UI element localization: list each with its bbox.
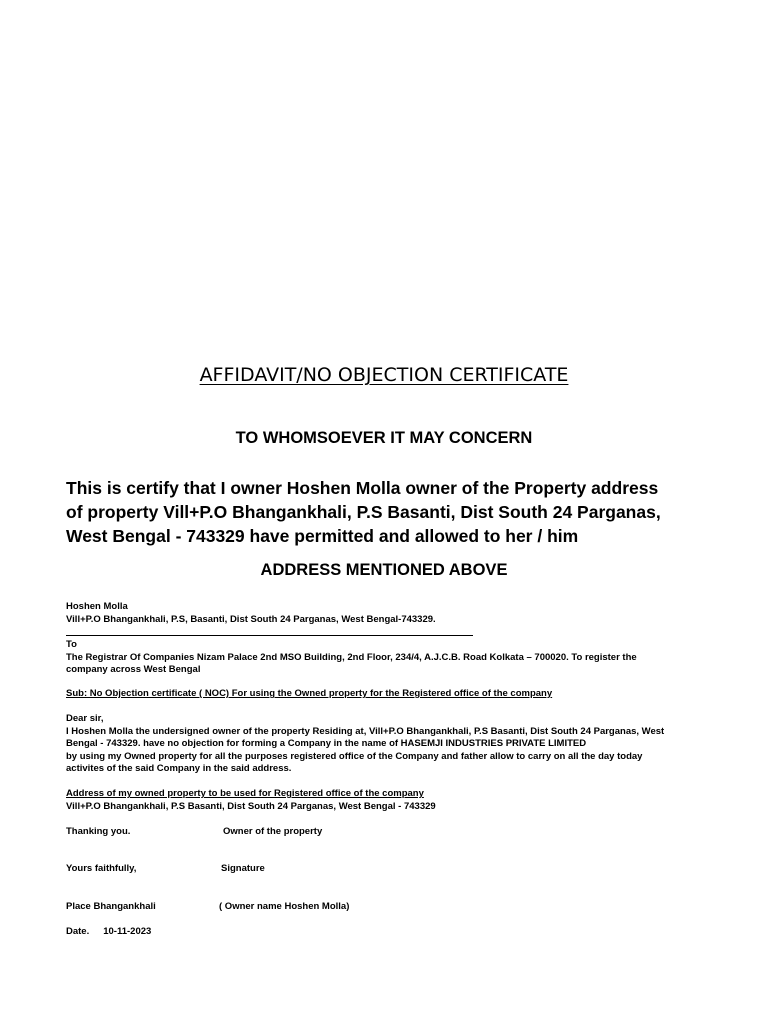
date-line (66, 926, 706, 939)
thanks-text: Thanking you. (66, 826, 131, 837)
owner-block (66, 601, 706, 626)
letter-body (66, 713, 706, 776)
body-line: I Hoshen Molla the undersigned owner of the property Residing at, Vill+P.O Bhangankhali, P.S Basanti, Dist South 24 Parganas, West (66, 725, 665, 737)
owner-name: Hoshen Molla (66, 601, 128, 612)
date-value: 10-11-2023 (103, 926, 152, 937)
body-line: activites of the said Company in the said address. (66, 763, 292, 774)
address-heading: ADDRESS MENTIONED ABOVE (260, 561, 508, 579)
recipient-block (66, 639, 706, 677)
subject-line: Sub: No Objection certificate ( NOC) For using the Owned property for the Registered office of the company (66, 688, 553, 699)
owner-label: Owner of the property (223, 826, 323, 837)
intro-paragraph (66, 476, 706, 548)
signature-label: Signature (221, 863, 265, 874)
recipient-line: The Registrar Of Companies Nizam Palace 2nd MSO Building, 2nd Floor, 234/4, A.J.C.B. Road Kolkata – 700020. To register the (66, 651, 637, 663)
document-title: AFFIDAVIT/NO OBJECTION CERTIFICATE (199, 364, 569, 386)
body-line: Bengal - 743329. have no objection for forming a Company in the name of HASEMJI INDUSTRIES PRIVATE LIMITED (66, 738, 587, 749)
intro-line: of property Vill+P.O Bhangankhali, P.S Basanti, Dist South 24 Parganas, (66, 502, 661, 522)
concern-heading: TO WHOMSOEVER IT MAY CONCERN (235, 429, 533, 447)
owner-address: Vill+P.O Bhangankhali, P.S, Basanti, Dist South 24 Parganas, West Bengal-743329. (66, 613, 436, 625)
separator-line (66, 635, 473, 636)
body-line: by using my Owned property for all the purposes registered office of the Company and father allow to carry on all the day today (66, 750, 643, 762)
registered-office-block (66, 788, 706, 813)
owner-name-signature: ( Owner name Hoshen Molla) (219, 901, 350, 912)
yours-faithfully: Yours faithfully, (66, 863, 137, 874)
salutation: Dear sir, (66, 713, 104, 724)
place-text: Place Bhangankhali (66, 901, 156, 912)
intro-line: This is certify that I owner Hoshen Molla owner of the Property address (66, 478, 659, 498)
registered-office-heading: Address of my owned property to be used for Registered office of the company (66, 788, 424, 799)
intro-line: West Bengal - 743329 have permitted and allowed to her / him (66, 526, 579, 546)
registered-office-address: Vill+P.O Bhangankhali, P.S Basanti, Dist South 24 Parganas, West Bengal - 743329 (66, 800, 436, 812)
date-label: Date. (66, 926, 90, 937)
recipient-to: To (66, 639, 77, 650)
recipient-line: company across West Bengal (66, 664, 201, 675)
